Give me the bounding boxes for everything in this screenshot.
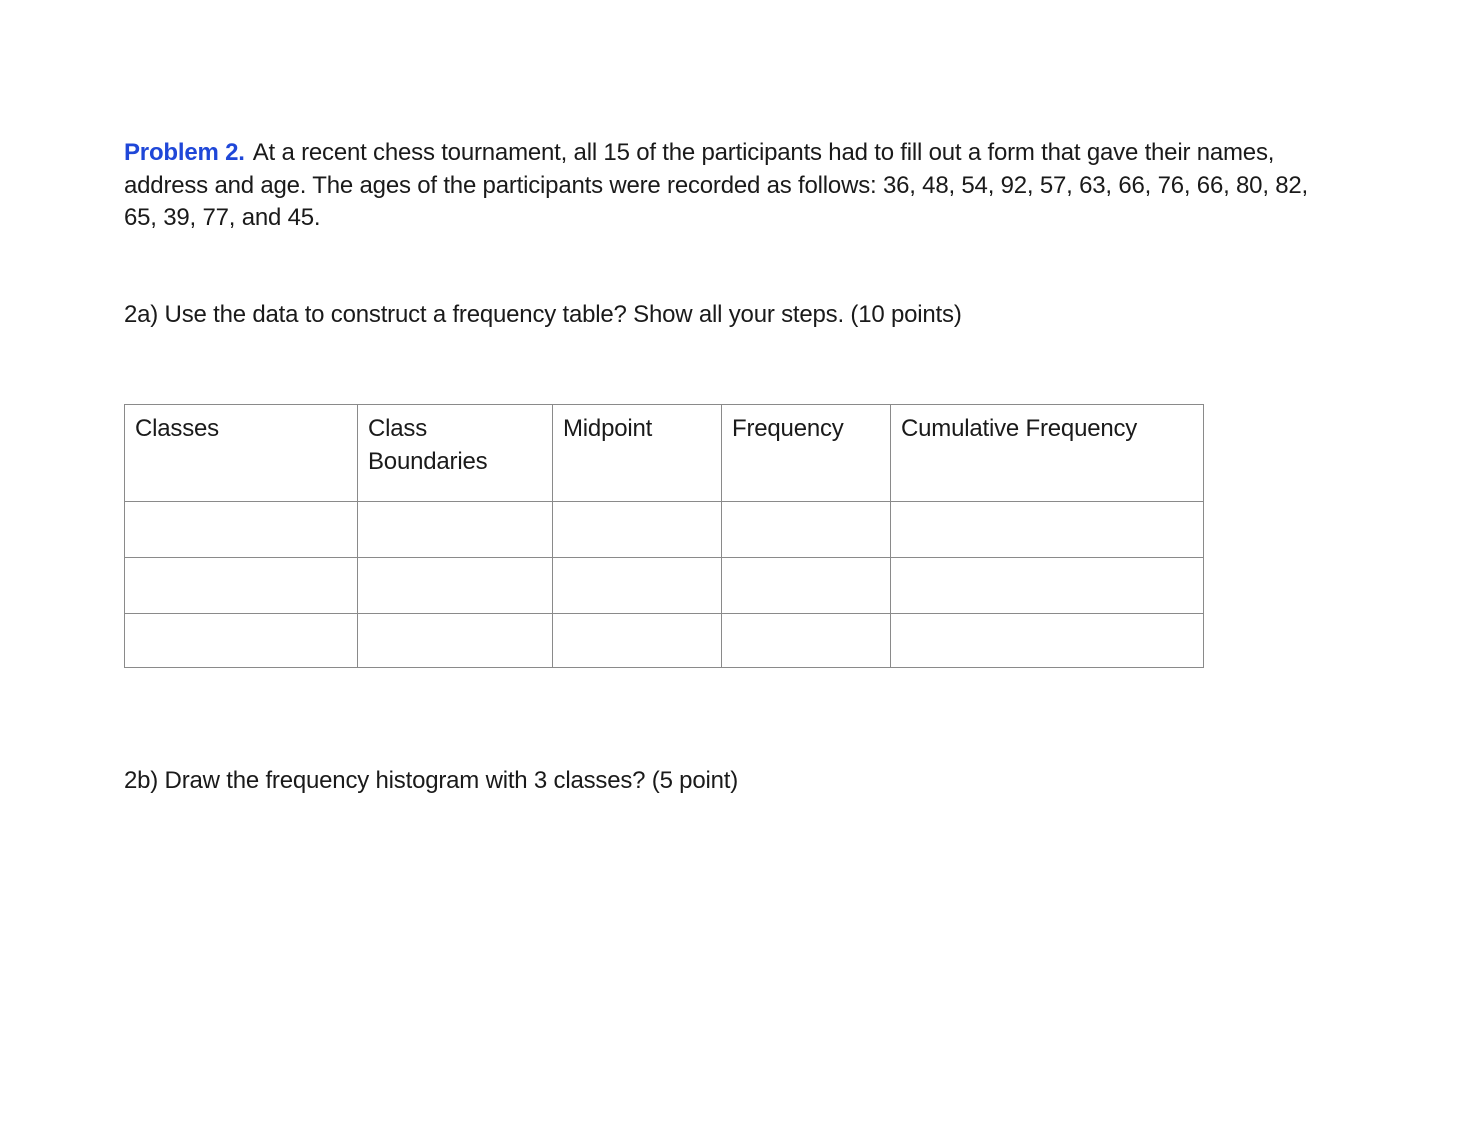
table-header-row [125, 405, 1204, 502]
table-cell[interactable] [358, 502, 553, 558]
table-cell[interactable] [125, 614, 358, 668]
table-cell[interactable] [891, 502, 1204, 558]
problem-statement [124, 137, 1324, 235]
question-2a: 2a) Use the data to construct a frequency table? Show all your steps. (10 points) [124, 301, 962, 328]
frequency-table [124, 404, 1204, 668]
table-row [125, 502, 1204, 558]
header-cumulative-frequency: Cumulative Frequency [891, 405, 1204, 502]
header-class-boundaries: Class Boundaries [358, 405, 553, 502]
problem-text: At a recent chess tournament, all 15 of the participants had to fill out a form that gave their names, address and age. The ages of the participants were recorded as follows: 36, 48, 54, 92, 57, 63, 66, 76, 66, 80, 82, 65, 39, 77, and 45. [124, 139, 1309, 231]
table-cell[interactable] [125, 502, 358, 558]
header-frequency: Frequency [722, 405, 891, 502]
table-cell[interactable] [358, 558, 553, 614]
header-midpoint: Midpoint [553, 405, 722, 502]
table-cell[interactable] [722, 614, 891, 668]
table-cell[interactable] [553, 614, 722, 668]
table-row [125, 558, 1204, 614]
table-cell[interactable] [891, 614, 1204, 668]
table-cell[interactable] [553, 558, 722, 614]
table-cell[interactable] [891, 558, 1204, 614]
table-cell[interactable] [722, 502, 891, 558]
header-classes: Classes [125, 405, 358, 502]
question-2b: 2b) Draw the frequency histogram with 3 classes? (5 point) [124, 767, 739, 794]
table-cell[interactable] [722, 558, 891, 614]
table-cell[interactable] [358, 614, 553, 668]
table-cell[interactable] [553, 502, 722, 558]
table-cell[interactable] [125, 558, 358, 614]
table-row [125, 614, 1204, 668]
problem-label: Problem 2. [124, 139, 245, 166]
